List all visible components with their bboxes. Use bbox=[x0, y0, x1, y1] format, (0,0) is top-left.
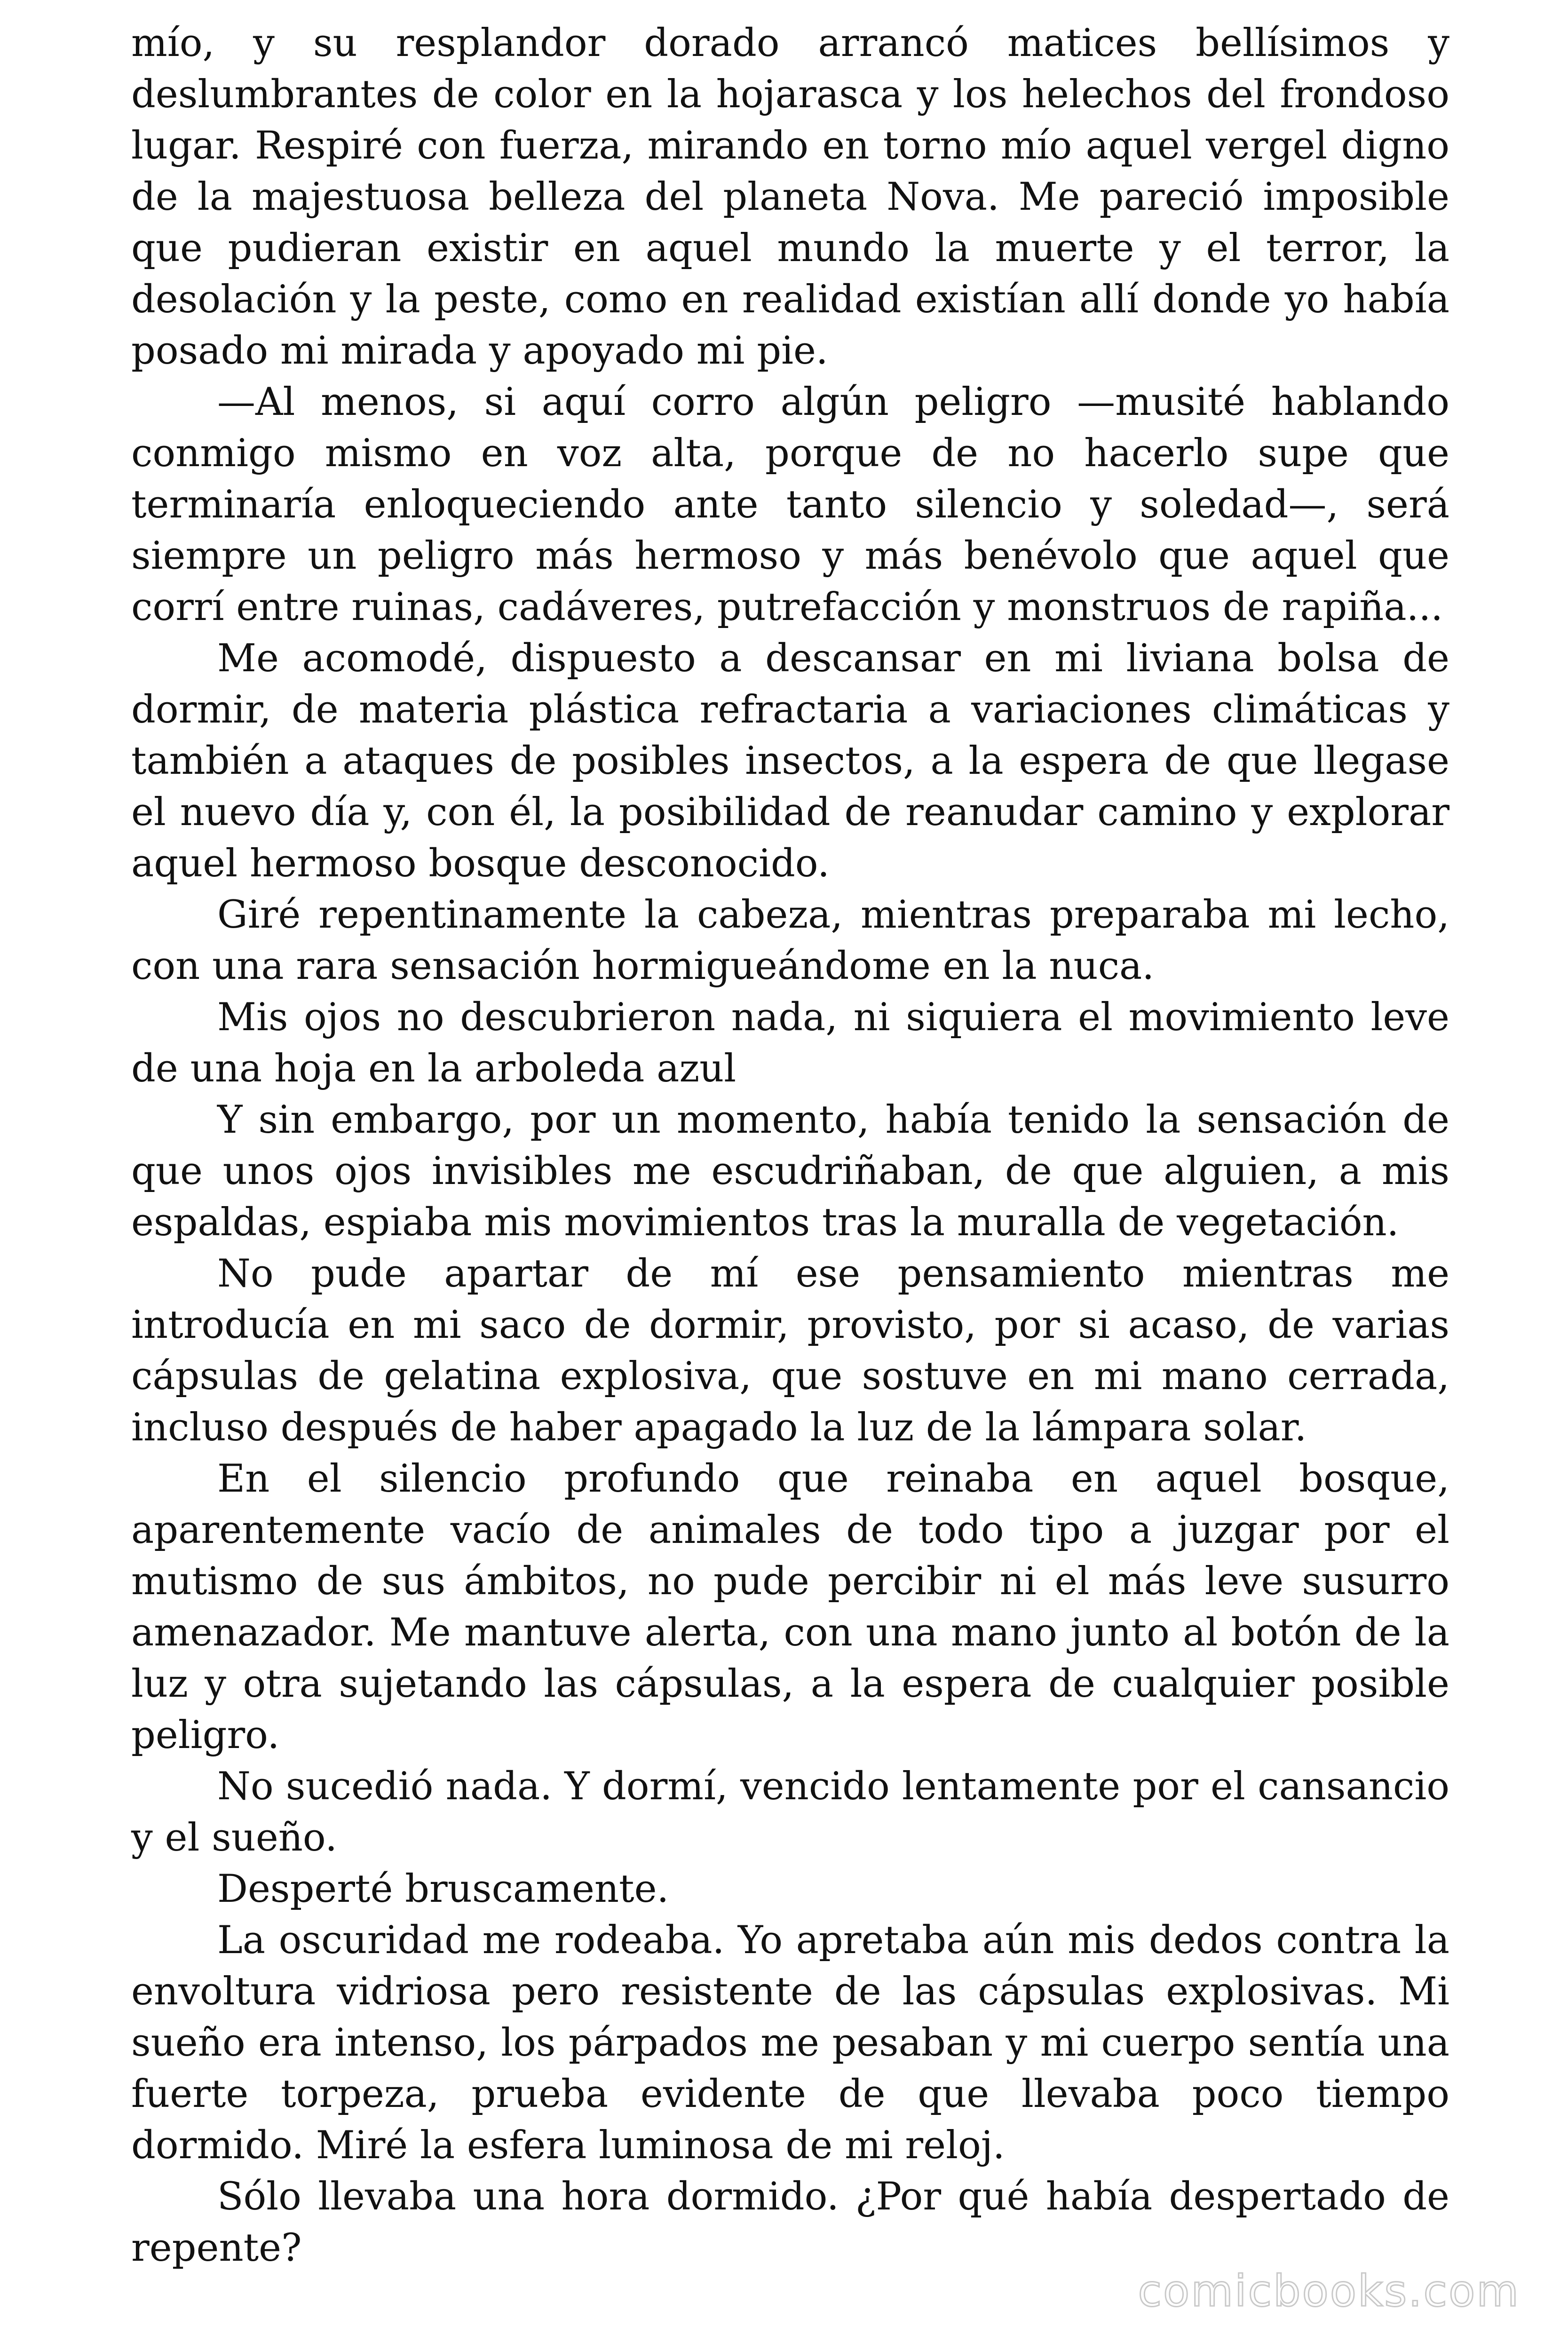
paragraph: mío, y su resplandor dorado arrancó matices bellísimos y deslumbrantes de color en la hojarasca y los helechos del frondoso lugar. Respiré con fuerza, mirando en torno mío aquel vergel digno de la majestuosa belleza del planeta Nova. Me pareció imposible que pudieran existir en aquel mundo la muerte y el terror, la desolación y la peste, como en realidad existían allí donde yo había posado mi mirada y apoyado mi pie. bbox=[131, 21, 1449, 373]
paragraph: Giré repentinamente la cabeza, mientras preparaba mi lecho, con una rara sensación hormigueándome en la nuca. bbox=[131, 893, 1449, 988]
paragraph: Mis ojos no descubrieron nada, ni siquiera el movimiento leve de una hoja en la arboleda azul bbox=[131, 995, 1449, 1091]
paragraph: —Al menos, si aquí corro algún peligro —musité hablando conmigo mismo en voz alta, porque de no hacerlo supe que terminaría enloqueciendo ante tanto silencio y soledad—, será siempre un peligro más hermoso y más benévolo que aquel que corrí entre ruinas, cadáveres, putrefacción y monstruos de rapiña... bbox=[131, 380, 1449, 629]
watermark: comicbooks.com bbox=[1138, 2266, 1520, 2316]
paragraph: Y sin embargo, por un momento, había tenido la sensación de que unos ojos invisibles me escudriñaban, de que alguien, a mis espaldas, espiaba mis movimientos tras la muralla de vegetación. bbox=[131, 1098, 1449, 1245]
paragraph: Sólo llevaba una hora dormido. ¿Por qué había despertado de repente? bbox=[131, 2175, 1449, 2270]
paragraph: No sucedió nada. Y dormí, vencido lentamente por el cansancio y el sueño. bbox=[131, 1764, 1449, 1860]
paragraph: Me acomodé, dispuesto a descansar en mi liviana bolsa de dormir, de materia plástica refractaria a variaciones climáticas y también a ataques de posibles insectos, a la espera de que llegase el nuevo día y, con él, la posibilidad de reanudar camino y explorar aquel hermoso bosque desconocido. bbox=[131, 636, 1449, 886]
page-text bbox=[131, 18, 1449, 2274]
paragraph: La oscuridad me rodeaba. Yo apretaba aún mis dedos contra la envoltura vidriosa pero resistente de las cápsulas explosivas. Mi sueño era intenso, los párpados me pesaban y mi cuerpo sentía una fuerte torpeza, prueba evidente de que llevaba poco tiempo dormido. Miré la esfera luminosa de mi reloj. bbox=[131, 1918, 1449, 2168]
paragraph: Desperté bruscamente. bbox=[217, 1867, 669, 1911]
paragraph: No pude apartar de mí ese pensamiento mientras me introducía en mi saco de dormir, provisto, por si acaso, de varias cápsulas de gelatina explosiva, que sostuve en mi mano cerrada, incluso después de haber apagado la luz de la lámpara solar. bbox=[131, 1252, 1449, 1450]
paragraph: En el silencio profundo que reinaba en aquel bosque, aparentemente vacío de animales de todo tipo a juzgar por el mutismo de sus ámbitos, no pude percibir ni el más leve susurro amenazador. Me mantuve alerta, con una mano junto al botón de la luz y otra sujetando las cápsulas, a la espera de cualquier posible peligro. bbox=[131, 1457, 1449, 1757]
